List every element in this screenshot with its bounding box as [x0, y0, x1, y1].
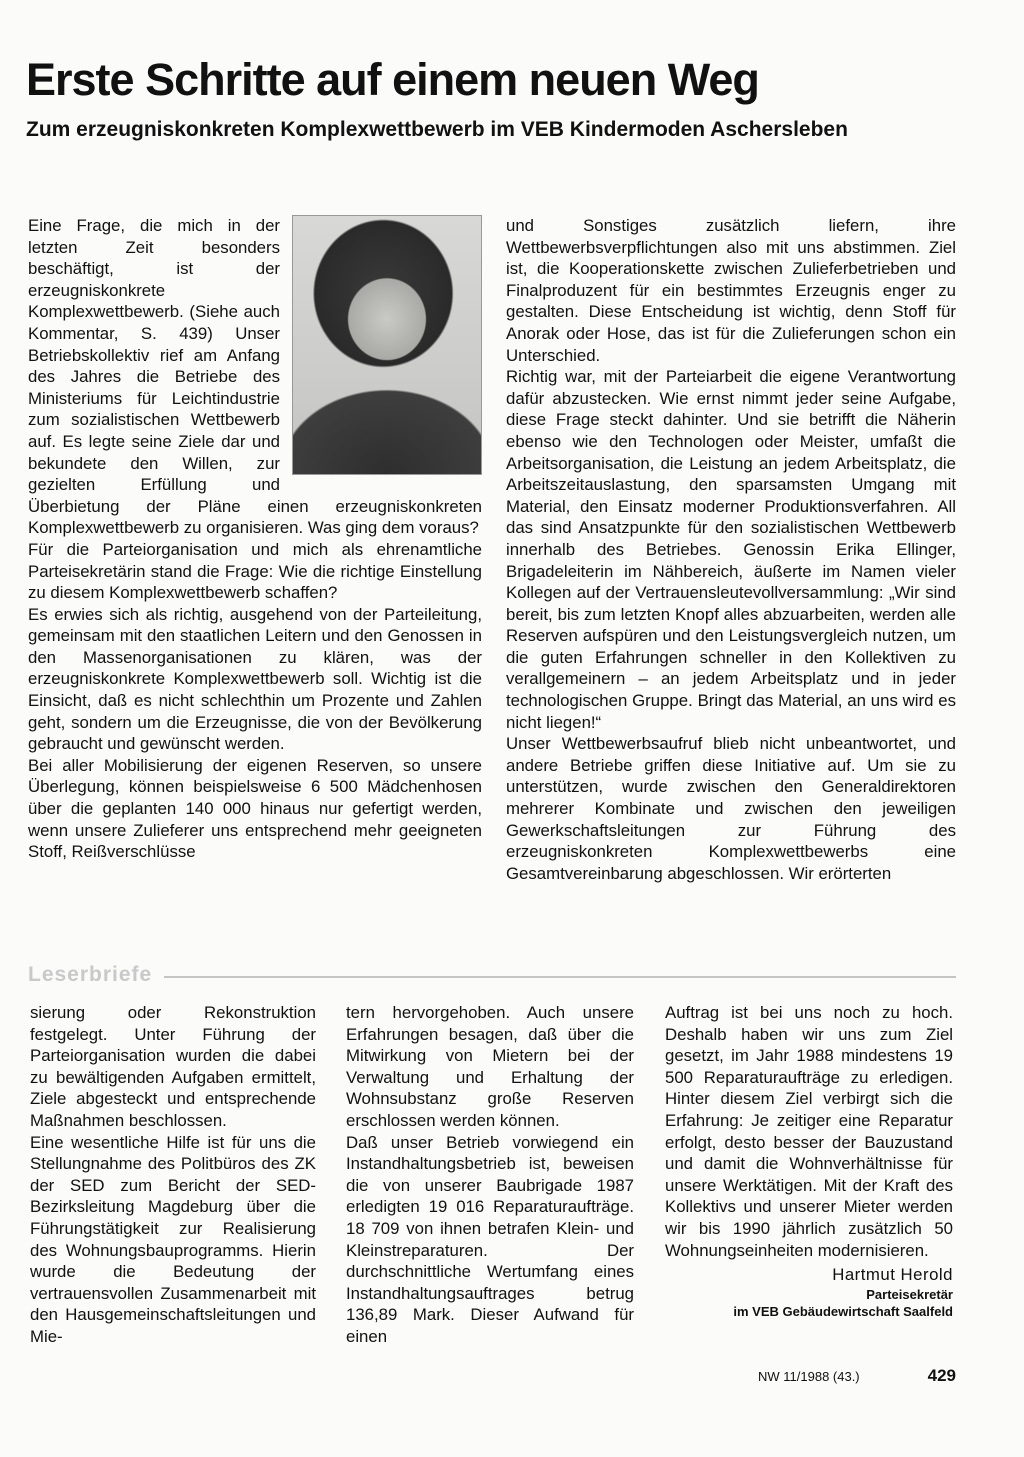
- article-column-1: [28, 215, 482, 863]
- author-role: Parteisekretär: [866, 1286, 953, 1302]
- paragraph: Bei aller Mobilisierung der eigenen Reserven, so unsere Überlegung, können beispielsweise 6 500 Mädchenhosen über die geplanten 140 000 hinaus nur gefertigt werden, wenn unsere Zulieferer uns entsprechend mehr geeigneten Stoff, Reißverschlüsse: [28, 755, 482, 862]
- paragraph: Es erwies sich als richtig, ausgehend von der Parteileitung, gemeinsam mit den staatlichen Leitern und den Genossen in den Massenorganisationen zu klären, was der erzeugniskonkrete Komplexwettbewerb soll. Wichtig ist die Einsicht, daß es nicht schlechthin um Prozente und Zahlen geht, sondern um die Erzeugnisse, die von der Bevölkerung gebraucht und gewünscht werden.: [28, 604, 482, 754]
- paragraph: Für die Parteiorganisation und mich als ehrenamtliche Parteisekretärin stand die Frage: Wie die richtige Einstellung zu diesem Komplexwettbewerb schaffen?: [28, 539, 482, 603]
- paragraph: sierung oder Rekonstruktion festgelegt. Unter Führung der Parteiorganisation wurden die dabei zu bewältigenden Aufgaben ermittelt, Ziele abgesteckt und entsprechende Maßnahmen beschlossen.: [30, 1003, 316, 1130]
- paragraph: und Sonstiges zusätzlich liefern, ihre Wettbewerbsverpflichtungen also mit uns abstimmen. Ziel ist, die Kooperationskette zwischen Zulieferbetrieben und Finalproduzent für ein bestimmtes Erzeugnis enger zu gestalten. Diese Entscheidung ist wichtig, denn Stoff für Anorak oder Hose, das ist für die Zulieferungen schon ein Unterschied.: [506, 216, 956, 365]
- paragraph: Auftrag ist bei uns noch zu hoch. Deshalb haben wir uns zum Ziel gesetzt, im Jahr 1988 mindestens 19 500 Reparaturaufträge zu erledigen. Hinter diesem Ziel verbirgt sich die Erfahrung: Je zeitiger eine Reparatur erfolgt, desto besser der Bauzustand und damit die Wohnverhältnisse für unsere Werktätigen. Mit der Kraft des Kollektivs und unserer Mieter werden wir bis 1990 jährlich zusätzlich 50 Wohnungseinheiten modernisieren.: [665, 1003, 953, 1260]
- section-divider: [164, 976, 956, 978]
- author-affiliation: im VEB Gebäudewirtschaft Saalfeld: [733, 1303, 953, 1319]
- article-subtitle: Zum erzeugniskonkreten Komplexwettbewerb im VEB Kindermoden Aschersleben: [26, 118, 848, 141]
- issue-reference: NW 11/1988 (43.): [758, 1369, 860, 1384]
- article-title: Erste Schritte auf einem neuen Weg: [26, 54, 759, 105]
- page-footer: [758, 1366, 956, 1386]
- letter-column-1: [30, 1002, 316, 1348]
- section-label: Leserbriefe: [28, 963, 153, 986]
- author-portrait-photo: [292, 215, 482, 475]
- paragraph: Eine wesentliche Hilfe ist für uns die Stellungnahme des Politbüros des ZK der SED zum Bericht der SED-Bezirksleitung Magdeburg über die Führungstätigkeit zur Realisierung des Wohnungsbauprogramms. Hierin wurde die Bedeutung der vertrauensvollen Zusammenarbeit mit den Hausgemeinschaftsleitungen und Mie-: [30, 1132, 316, 1346]
- author-name: Hartmut Herold: [832, 1265, 953, 1285]
- paragraph: Eine Frage, die mich in der letzten Zeit besonders beschäftigt, ist der erzeugniskonkrete Komplexwettbewerb. (Siehe auch Kommentar, S. 439) Unser Betriebskollektiv rief am Anfang des Jahres die Betriebe des Ministeriums für Leichtindustrie zum sozialistischen Wettbewerb auf. Es legte seine Ziele dar und bekundete den Willen, zur gezielten Erfüllung und Überbietung der Pläne einen erzeugniskonkreten Komplexwettbewerb zu organisieren. Was ging dem voraus?: [28, 216, 482, 538]
- paragraph: tern hervorgehoben. Auch unsere Erfahrungen besagen, daß über die Mitwirkung von Mietern bei der Verwaltung und Erhaltung der Wohnsubstanz große Reserven erschlossen werden können.: [346, 1003, 634, 1130]
- letter-column-3: [665, 1002, 953, 1320]
- letter-column-2: [346, 1002, 634, 1348]
- paragraph: Daß unser Betrieb vorwiegend ein Instandhaltungsbetrieb ist, beweisen die von unserer Baubrigade 1987 erledigten 19 016 Reparaturaufträge. 18 709 von ihnen betrafen Klein- und Kleinstreparaturen. Der durchschnittliche Wertumfang eines Instandhaltungsauftrages betrug 136,89 Mark. Dieser Aufwand für einen: [346, 1132, 634, 1346]
- section-header-leserbriefe: [28, 962, 956, 988]
- article-column-2: [506, 215, 956, 884]
- page-number: 429: [927, 1366, 956, 1385]
- paragraph: Unser Wettbewerbsaufruf blieb nicht unbeantwortet, und andere Betriebe griffen diese Initiative auf. Um sie zu unterstützen, wurde zwischen den Generaldirektoren mehrerer Kombinate und zwischen den jeweiligen Gewerkschaftsleitungen zur Führung des erzeugniskonkreten Komplexwettbewerbs eine Gesamtvereinbarung abgeschlossen. Wir erörterten: [506, 734, 956, 883]
- paragraph: Richtig war, mit der Parteiarbeit die eigene Verantwortung dafür abzustecken. Wie ernst nimmt jeder seine Aufgabe, diese Frage steckt dahinter. Und sie betrifft die Näherin ebenso wie den Technologen oder Meister, umfaßt die Arbeitsorganisation, die Leistung an jedem Arbeitsplatz, die Arbeitszeitauslastung, den sparsamsten Umgang mit Material, den Einsatz moderner Produktionsverfahren. All das sind Ansatzpunkte für den sozialistischen Wettbewerb innerhalb des Betriebes. Genossin Erika Ellinger, Brigadeleiterin im Nähbereich, äußerte im Namen vieler Kollegen auf der Vertrauensleutevollversammlung: „Wir sind bereit, bis zum letzten Knopf alles abzuarbeiten, werden alle Reserven aufspüren und den Leistungsvergleich nutzen, um die guten Erfahrungen schneller in den Kollektiven zu verallgemeinern – an jedem Arbeitsplatz und in jeder technologischen Gruppe. Bringt das Material, an uns wird es nicht liegen!“: [506, 367, 956, 732]
